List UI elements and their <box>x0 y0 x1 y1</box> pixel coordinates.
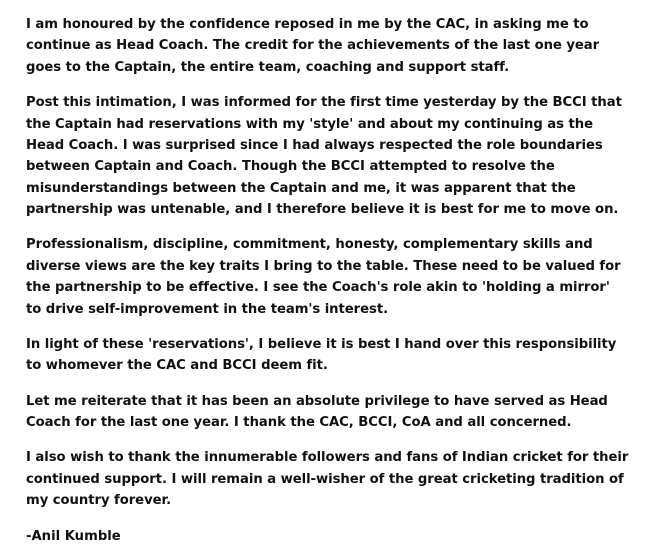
signature-line: -Anil Kumble <box>26 528 121 544</box>
paragraph-6: I also wish to thank the innumerable followers and fans of Indian cricket for their continued support. I will remain a well-wisher of the great cricketing tradition of my country forever. <box>26 450 629 509</box>
paragraph-5: Let me reiterate that it has been an absolute privilege to have served as Head Coach for the last one year. I thank the CAC, BCCI, CoA and all concerned. <box>26 393 608 430</box>
paragraph-1: I am honoured by the confidence reposed in me by the CAC, in asking me to continue as Head Coach. The credit for the achievements of the last one year goes to the Captain, the entire team, coaching and support staff. <box>26 17 600 75</box>
paragraph-2: Post this intimation, I was informed for the first time yesterday by the BCCI that the Captain had reservations with my 'style' and about my continuing as the Head Coach. I was surprised since I had always respected the role boundaries between Captain and Coach. Though the BCCI attempted to resolve the misunderstandings between the Captain and me, it was apparent that the partnership was untenable, and I therefore believe it is best for me to move on. <box>26 95 622 217</box>
paragraph-3: Professionalism, discipline, commitment, honesty, complementary skills and diverse views are the key traits I bring to the table. These need to be valued for the partnership to be effective. I see the Coach's role akin to 'holding a mirror' to drive self-improvement in the team's interest. <box>26 237 621 317</box>
paragraph-4: In light of these 'reservations', I believe it is best I hand over this responsibility to whomever the CAC and BCCI deem fit. <box>26 336 617 374</box>
